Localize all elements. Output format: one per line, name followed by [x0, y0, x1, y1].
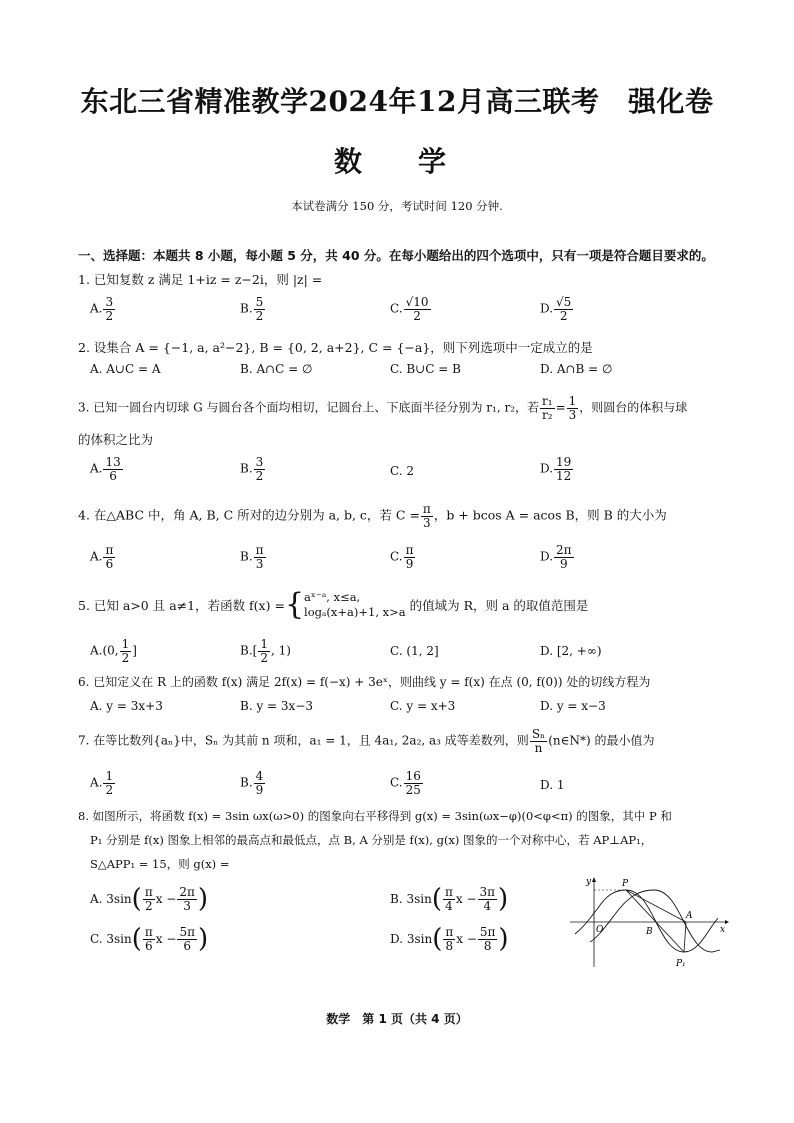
section-heading: 一、选择题：本题共 8 小题，每小题 5 分，共 40 分。在每小题给出的四个选项中，只有一项是符合题目要求的。: [78, 248, 714, 263]
q3-stem-cont: 的体积之比为: [78, 432, 154, 447]
exam-subject: 数 学: [333, 145, 460, 178]
q1-option-b: B. $\frac{5}{2}$: [240, 295, 264, 323]
q6-stem: 6. 已知定义在 R 上的函数 f(x) 满足 2f(x) = f(−x) + 3eˣ，则曲线 y = f(x) 在点 (0, f(0)) 处的切线方程为: [78, 675, 651, 689]
q2-stem: 2. 设集合 A = {−1, a, a²−2}, B = {0, 2, a+2}, C = {−a}，则下列选项中一定成立的是: [78, 340, 593, 355]
q7-option-a: A. $\frac{1}{2}$: [90, 769, 114, 797]
q1-option-d: D. $\frac{√5}{2}$: [540, 295, 572, 323]
q2-option-a: A. A∪C = A: [90, 362, 161, 376]
q3-option-d: D. $\frac{19}{12}$: [540, 455, 572, 483]
exam-title: 东北三省精准教学2024年12月高三联考 强化卷: [80, 85, 714, 118]
q7-stem: 7. 在等比数列{aₙ}中，Sₙ 为其前 n 项和，a₁ = 1，且 4a₁, 2a₂, a₃ 成等差数列，则 $\frac{\text{Sₙ}}{n}$ (n∈N*) 的最小值为: [78, 727, 655, 755]
label-p1: P₁: [676, 959, 686, 969]
q1-option-c: C. $\frac{√10}{2}$: [390, 295, 429, 323]
q4-option-a: A. $\frac{\pi}{6}$: [90, 543, 114, 571]
label-b: B: [646, 927, 653, 937]
label-a: A: [686, 911, 693, 921]
q5-option-d: D. [2, +∞): [540, 644, 602, 658]
q8-sine-figure: [570, 872, 730, 972]
q8-option-a: A. 3sin ( $\frac{\pi}{2}$ x − $\frac{2\pi}{3}$ ): [90, 884, 209, 914]
q4-option-c: C. $\frac{\pi}{9}$: [390, 543, 414, 571]
q7-option-b: B. $\frac{4}{9}$: [240, 769, 264, 797]
label-x: x: [720, 925, 726, 935]
q3-stem: 3. 已知一圆台内切球 G 与圆台各个面均相切，记圆台上、下底面半径分别为 r₁, r₂，若 $\frac{\text{r₁}}{\text{r₂}}$ = $\frac{1}{3}$ ，则圆台的体积与球: [78, 394, 688, 422]
label-o: O: [596, 925, 604, 935]
q7-option-d: D. 1: [540, 778, 565, 792]
label-p: P: [622, 879, 629, 889]
q4-stem: 4. 在△ABC 中，角 A, B, C 所对的边分别为 a, b, c，若 C = $\frac{\pi}{3}$ ，b + bcos A = acos B，则 B 的大小为: [78, 502, 667, 530]
q8-option-d: D. 3sin ( $\frac{\pi}{8}$ x − $\frac{5\pi}{8}$ ): [390, 924, 509, 954]
q5-piece-1: aˣ⁻ᵃ, x≤a,: [304, 590, 361, 604]
q6-option-b: B. y = 3x−3: [240, 699, 314, 713]
exam-note: 本试卷满分 150 分，考试时间 120 分钟.: [291, 199, 503, 213]
q3-option-b: B. $\frac{3}{2}$: [240, 455, 264, 483]
q6-option-d: D. y = x−3: [540, 699, 606, 713]
q8-option-b: B. 3sin ( $\frac{\pi}{4}$ x − $\frac{3\pi}{4}$ ): [390, 884, 509, 914]
segment-ap1: [684, 922, 686, 952]
q2-option-c: C. B∪C = B: [390, 362, 461, 376]
q5-option-b: B.[ $\frac{1}{2}$ , 1): [240, 637, 291, 665]
q8-line-1: 8. 如图所示，将函数 f(x) = 3sin ωx(ω>0) 的图象向右平移得到 g(x) = 3sin(ωx−φ)(0<φ<π) 的图象，其中 P 和: [78, 809, 672, 823]
piecewise-brace: {: [284, 587, 305, 622]
x-axis-arrow: [725, 920, 729, 924]
q2-option-d: D. A∩B = ∅: [540, 362, 613, 376]
q6-option-c: C. y = x+3: [390, 699, 456, 713]
segment-pp1: [626, 890, 684, 952]
q8-line-3: S△APP₁ = 15，则 g(x) =: [90, 857, 230, 871]
label-y: y: [586, 877, 592, 887]
q8-option-c: C. 3sin ( $\frac{\pi}{6}$ x − $\frac{5\pi}{6}$ ): [90, 924, 209, 954]
q1-option-a: A. $\frac{3}{2}$: [90, 295, 114, 323]
q1-stem: 1. 已知复数 z 满足 1+iz = z−2i，则 |z| =: [78, 272, 323, 287]
q8-line-2: P₁ 分别是 f(x) 图象上相邻的最高点和最低点，点 B, A 分别是 f(x), g(x) 图象的一个对称中心，若 AP⊥AP₁，: [90, 833, 653, 847]
q5-option-c: C. (1, 2]: [390, 644, 439, 658]
page-footer: 数学 第 1 页（共 4 页）: [326, 1012, 468, 1026]
q4-option-b: B. $\frac{\pi}{3}$: [240, 543, 264, 571]
q3-option-a: A. $\frac{13}{6}$: [90, 455, 121, 483]
q7-option-c: C. $\frac{16}{25}$: [390, 769, 421, 797]
q5-option-a: A.(0, $\frac{1}{2}$ ]: [90, 637, 137, 665]
q2-option-b: B. A∩C = ∅: [240, 362, 313, 376]
q5-piece-2: logₐ(x+a)+1, x>a: [304, 605, 406, 619]
segment-pa: [626, 890, 686, 922]
q3-option-c: C. 2: [390, 464, 415, 478]
y-axis-arrow: [592, 877, 596, 882]
q5-stem: 5. 已知 a>0 且 a≠1，若函数 f(x) = { aˣ⁻ᵃ, x≤a, logₐ(x+a)+1, x>a 的值域为 R，则 a 的取值范围是: [78, 587, 589, 622]
q6-option-a: A. y = 3x+3: [90, 699, 163, 713]
q4-option-d: D. $\frac{2\pi}{9}$: [540, 543, 572, 571]
